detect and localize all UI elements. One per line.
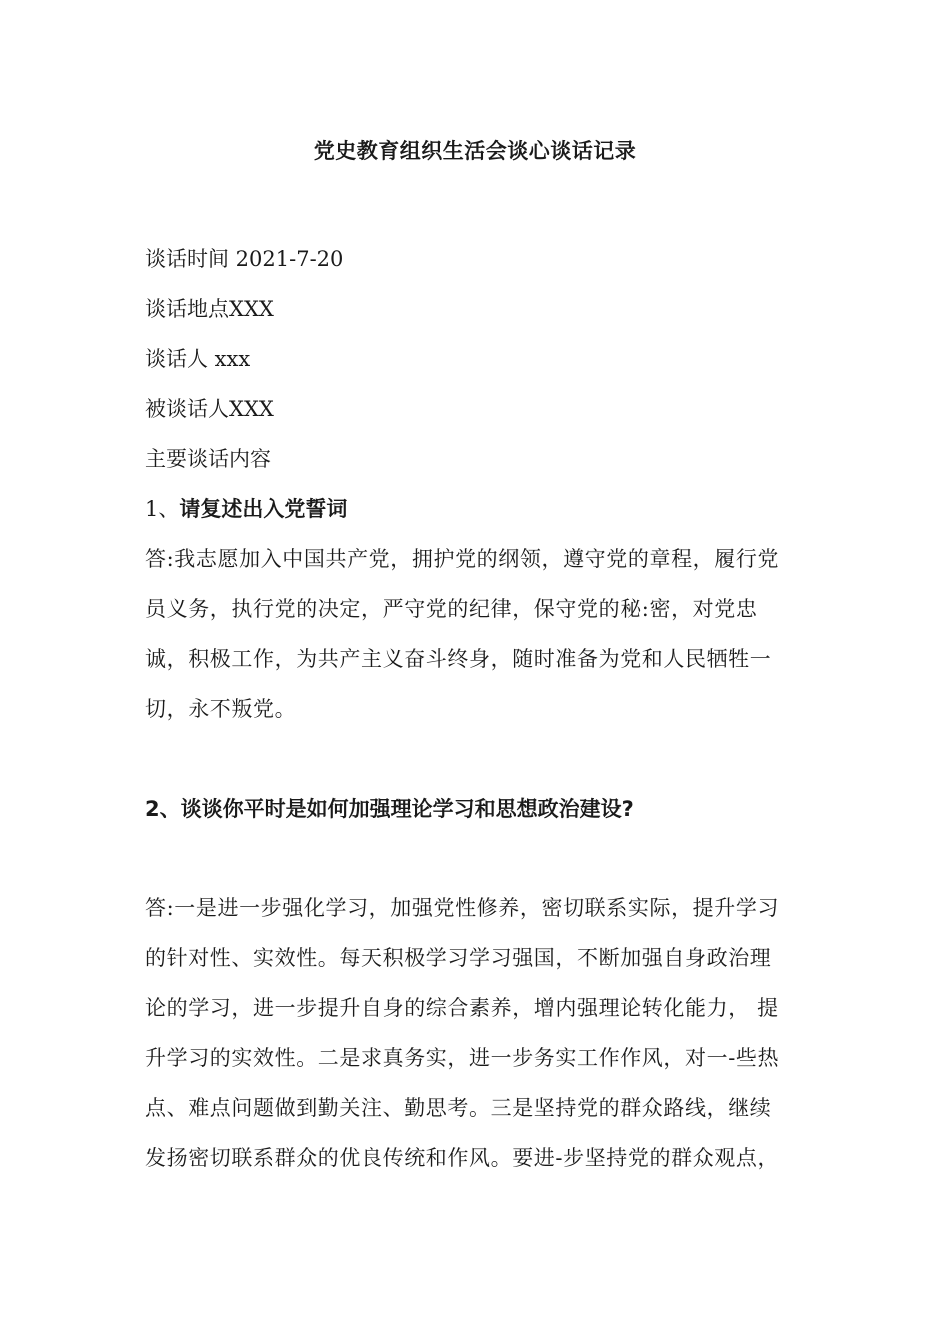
answer-2 xyxy=(145,883,815,1183)
content-heading: 主要谈话内容 xyxy=(145,447,271,471)
answer-1 xyxy=(145,534,815,734)
answer-2-line: 发扬密切联系群众的优良传统和作风。要进-步坚持党的群众观点， xyxy=(145,1146,780,1170)
answer-2-line: 答:一是进一步强化学习，加强党性修养，密切联系实际，提升学习 xyxy=(145,896,780,920)
answer-2-line: 的针对性、实效性。每天积极学习学习强国，不断加强自身政治理 xyxy=(145,946,772,970)
answer-1-line: 诚，积极工作，为共产主义奋斗终身，随时准备为党和人民牺牲一 xyxy=(145,647,772,671)
question-1-number: 1、 xyxy=(145,497,180,521)
talk-place: 谈话地点XXX xyxy=(145,297,274,321)
answer-1-line: 切，永不叛党。 xyxy=(145,697,297,721)
document-title: 党史教育组织生活会谈心谈话记录 xyxy=(313,139,637,163)
answer-2-line: 升学习的实效性。二是求真务实，进一步务实工作作风，对一-些热 xyxy=(145,1046,780,1070)
answer-2-line: 点、难点问题做到勤关注、勤思考。三是坚持党的群众路线，继续 xyxy=(145,1096,772,1120)
question-1-text: 请复述出入党誓词 xyxy=(179,497,348,521)
question-1 xyxy=(145,494,347,524)
answer-1-line: 员义务，执行党的决定，严守党的纪律，保守党的秘:密，对党忠 xyxy=(145,597,758,621)
talk-time: 谈话时间 2021-7-20 xyxy=(145,247,344,271)
answer-1-line: 答:我志愿加入中国共产党，拥护党的纲领，遵守党的章程，履行党 xyxy=(145,547,780,571)
answer-2-line: 论的学习，进一步提升自身的综合素养，增内强理论转化能力， 提 xyxy=(145,996,779,1020)
talk-speaker: 谈话人 xxx xyxy=(145,347,251,371)
question-2: 2、谈谈你平时是如何加强理论学习和思想政治建设? xyxy=(145,797,634,821)
talk-interviewee: 被谈话人XXX xyxy=(145,397,274,421)
